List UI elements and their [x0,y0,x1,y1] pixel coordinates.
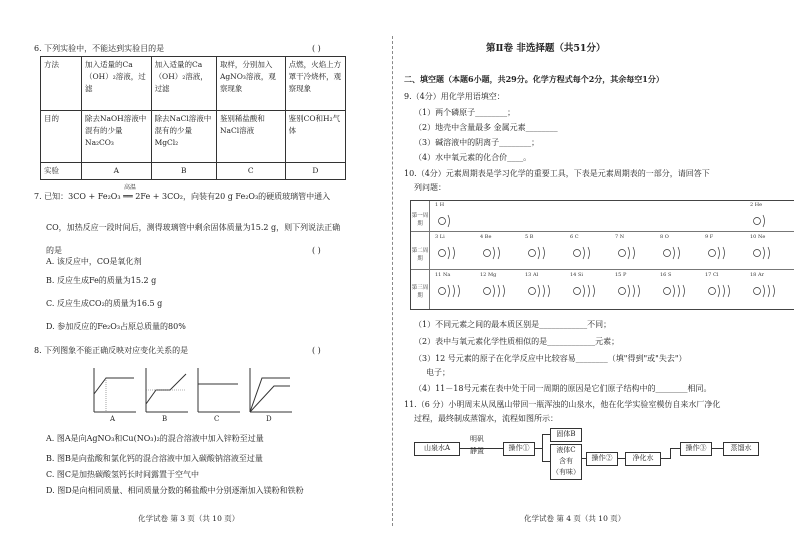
atom-p3-7 [750,273,780,303]
q10-item-3b: 电子； [426,368,450,377]
atom-p3-5-label: 16 S [660,272,672,278]
atom-p3-7-label: 18 Ar [750,272,764,278]
graph-c-label: C [214,415,220,423]
flow-op1: 操作① [503,442,535,456]
atom-p3-0 [435,273,465,303]
atom-p2-3 [570,235,600,265]
q8-option-a: A. 图A是向AgNO₃和Cu(NO₃)₂的混合溶液中加入锌粉至过量 [46,434,264,443]
part-title: 第Ⅱ卷 非选择题（共51分） [486,43,606,54]
atom-p2-5-label: 8 O [660,234,669,240]
atom-p3-2 [525,273,555,303]
atom-p3-3-label: 14 Si [570,272,583,278]
q6-table [40,56,346,180]
q7-option-c: C. 反应生成CO₂的质量为16.5 g [46,299,163,308]
atom-p3-6 [705,273,735,303]
left-footer: 化学试卷 第 3 页（共 10 页） [138,514,240,523]
atom-p2-6 [705,235,735,265]
purpose-d: 鉴别CO和H₂气体 [285,111,345,163]
q7-paren: ( ) [312,246,321,255]
q9-item-2: （2）地壳中含量最多 金属元素________ [414,123,558,132]
method-a: 加入适量的Ca（OH）₂溶液，过滤 [82,57,152,111]
method-label: 方法 [41,57,82,111]
q10-item-1: （1）不同元素之间的最本质区别是____________不同； [414,320,612,329]
atom-p2-1-label: 4 Be [480,234,492,240]
graph-a-label: A [110,415,116,423]
atom-p2-2 [525,235,555,265]
right-page [396,0,794,560]
label-b: B [151,163,216,180]
purpose-a: 除去NaOH溶液中混有的少量Na₂CO₃ [82,111,152,163]
q10-item-4: （4）11－18号元素在表中处于同一周期的原因是它们原子结构中的________相同。 [414,384,712,393]
atom-p3-5 [660,273,690,303]
atom-p2-3-label: 6 C [570,234,579,240]
q7-line3: 的是 [46,246,62,255]
q7-line2: CO，加热反应一段时间后，测得玻璃管中剩余固体质量为15.2 g，则下列说法正确 [46,223,341,232]
q10-item-2: （2）表中与氧元素化学性质相似的是____________元素； [414,337,620,346]
q10-stem-2: 列问题： [414,183,446,192]
label-a: A [82,163,152,180]
period-1-label: 第一周期 [411,213,429,227]
atom-p2-0-label: 3 Li [435,234,445,240]
purpose-label: 目的 [41,111,82,163]
atom-p3-3 [570,273,600,303]
period-2-label: 第二周期 [411,248,429,262]
graph-d-label: D [266,415,272,423]
atom-p3-0-label: 11 Na [435,272,451,278]
atom-he [750,203,780,233]
flow-clean: 净化水 [625,452,661,466]
q10-stem-1: 10.（4分）元素周期表是学习化学的重要工具，下表是元素周期表的一部分，请回答下 [404,169,710,178]
q7-condition: 高温 [124,184,137,191]
atom-h-label: 1 H [435,202,445,208]
method-c: 取样，分别加入AgNO₃溶液，观察现象 [216,57,285,111]
flow-liquid-note2: （有味） [552,468,580,476]
flow-solid: 固体B [550,428,582,442]
q10-item-3: （3）12 号元素的原子在化学反应中比较容易________（填"得到"或"失去"） [414,354,687,363]
right-footer: 化学试卷 第 4 页（共 10 页） [524,514,626,523]
atom-p2-1 [480,235,510,265]
q6-paren: ( ) [312,44,321,53]
q9-stem: 9.（4分）用化学用语填空： [404,92,505,101]
atom-p2-7-label: 10 Ne [750,234,766,240]
atom-p3-1 [480,273,510,303]
method-d: 点燃，火焰上方罩干冷烧杯，观察现象 [285,57,345,111]
atom-p2-4-label: 7 N [615,234,625,240]
q8-paren: ( ) [312,346,321,355]
q8-option-d: D. 图D是向相同质量、相同质量分数的稀盐酸中分别逐渐加入镁粉和铁粉 [46,486,304,495]
q9-item-4: （4）水中氧元素的化合价____。 [414,153,532,162]
flow-liquid-note: 含有 [559,457,573,465]
flow-step1b: 静置 [470,447,484,455]
atom-p2-0 [435,235,465,265]
page-divider [392,36,393,526]
atom-h [435,203,465,233]
label-d: D [285,163,345,180]
exp-label: 实验 [41,163,82,180]
label-c: C [216,163,285,180]
atom-p3-1-label: 12 Mg [480,272,497,278]
atom-he-label: 2 He [750,202,763,208]
left-page [0,0,392,560]
q11-stem-1: 11.（6 分）小明周末从凤凰山带回一瓶浑浊的山泉水，他在化学实验室模仿自来水厂净化 [404,400,721,409]
atom-p2-7 [750,235,780,265]
q9-item-3: （3）碱溶液中的阴离子________； [414,138,540,147]
method-b: 加入适量的Ca（OH）₂溶液，过滤 [151,57,216,111]
q9-item-1: （1）两个磷原子________； [414,108,516,117]
period-3-label: 第三周期 [411,285,429,299]
q7-line1: 7. 已知：3CO + Fe₂O₃ ══ 2Fe + 3CO₂，向装有20 g Fe₂O₃的硬质玻璃管中通入 [34,192,331,201]
graph-b-label: B [162,415,168,423]
flow-liquid-box [550,444,582,480]
q11-stem-2: 过程，最终制成蒸馏水，流程如图所示： [414,414,558,423]
atom-p2-2-label: 5 B [525,234,534,240]
purpose-c: 鉴别稀盐酸和NaCl溶液 [216,111,285,163]
flow-distilled: 蒸馏水 [723,442,759,456]
q7-option-a: A. 该反应中，CO是氧化剂 [46,257,142,266]
atom-p3-4-label: 15 P [615,272,627,278]
periodic-table [410,200,794,310]
q8-option-b: B. 图B是向盐酸和氯化钙的混合溶液中加入碳酸钠溶液至过量 [46,454,263,463]
atom-p3-2-label: 13 Al [525,272,539,278]
atom-p2-4 [615,235,645,265]
flow-liquid: 液体C [556,446,576,454]
atom-p3-4 [615,273,645,303]
q6-stem: 6. 下列实验中，不能达到实验目的是 [34,44,165,53]
flow-op2: 操作② [586,452,618,466]
q8-stem: 8. 下列图象不能正确反映对应变化关系的是 [34,346,189,355]
section-title: 二、填空题（本题6小题，共29分。化学方程式每个2分，其余每空1分） [404,74,664,84]
q7-option-d: D. 参加反应的Fe₂O₃占原总质量的80% [46,322,186,331]
atom-p2-6-label: 9 F [705,234,714,240]
q7-option-b: B. 反应生成Fe的质量为15.2 g [46,276,157,285]
atom-p3-6-label: 17 Cl [705,272,719,278]
flow-source: 山泉水A [414,442,460,456]
flow-op3: 操作③ [680,442,712,456]
q8-option-c: C. 图C是加热碳酸氢钙长时间露置于空气中 [46,470,200,479]
atom-p2-5 [660,235,690,265]
purpose-b: 除去NaCl溶液中混有的少量MgCl₂ [151,111,216,163]
flow-step1: 明矾 [470,435,484,443]
